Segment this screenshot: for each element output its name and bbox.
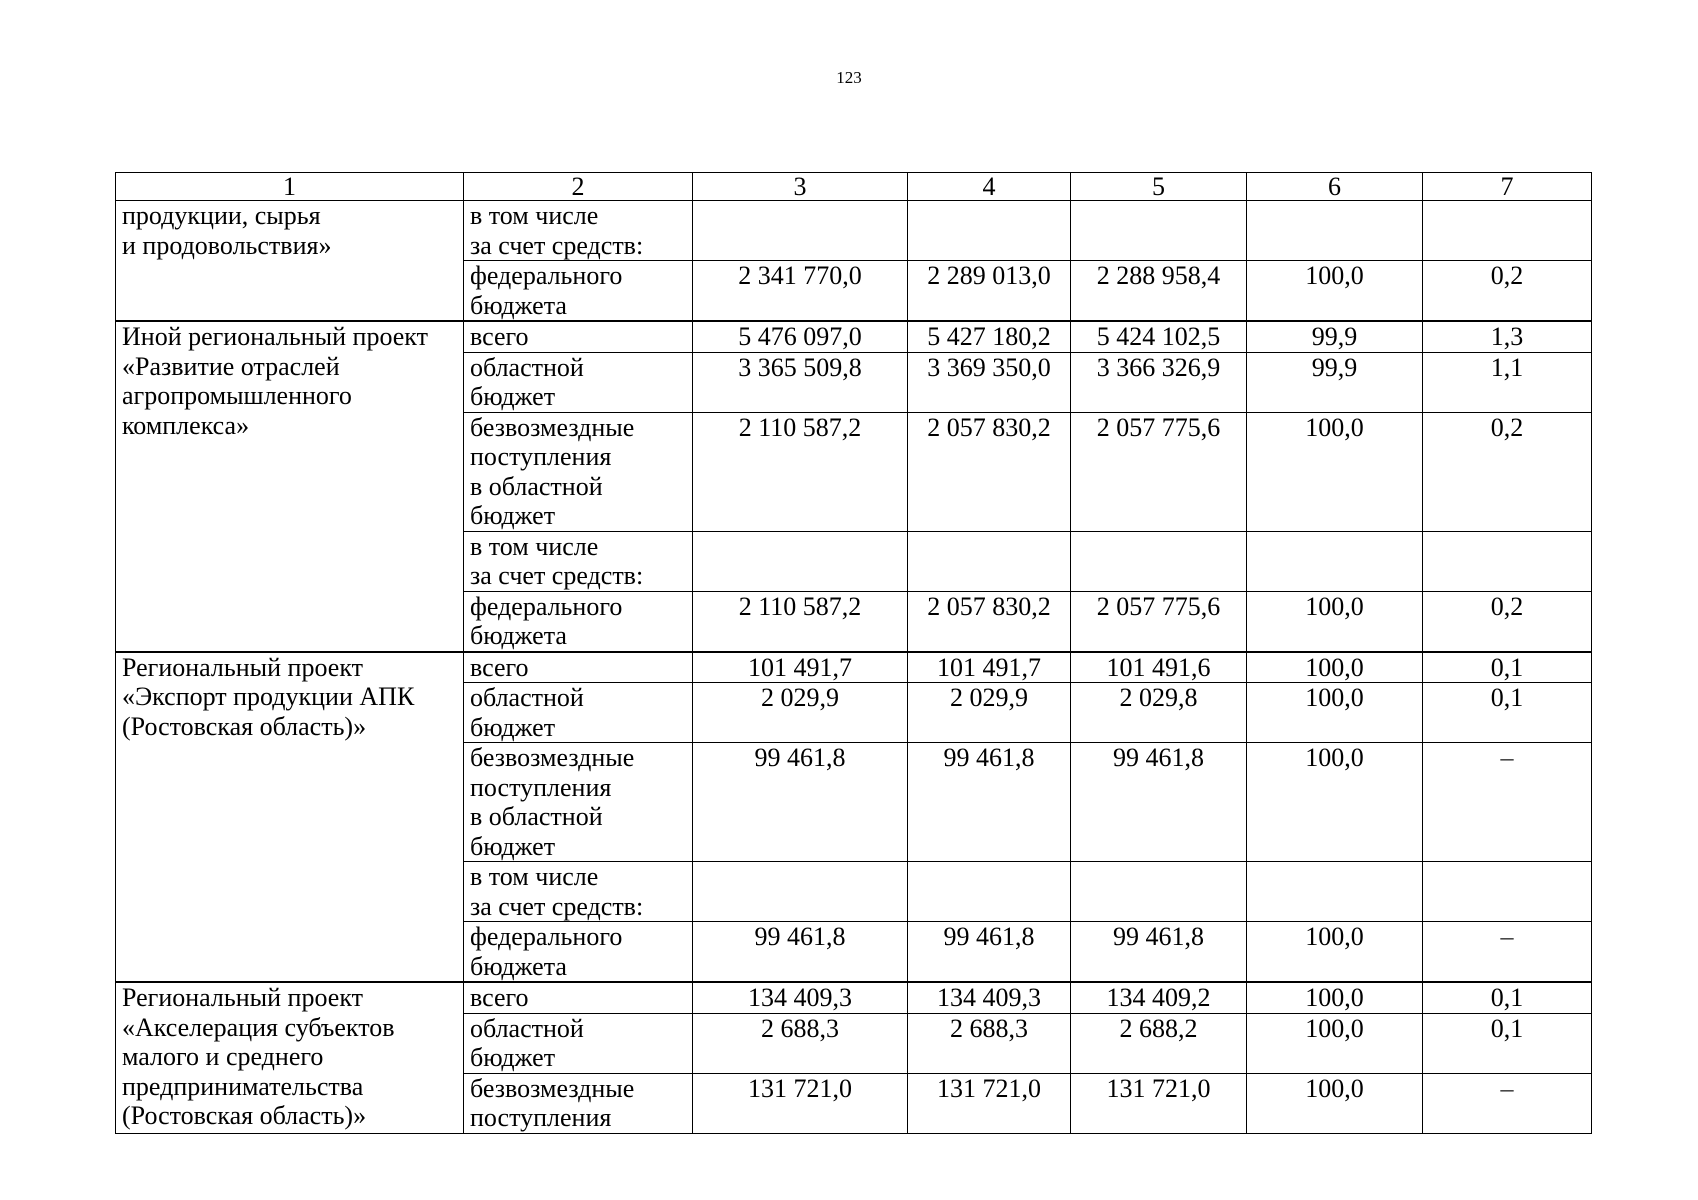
value-cell-col7: 0,1 [1423, 683, 1592, 743]
value-cell-col4: 2 057 830,2 [908, 591, 1071, 652]
value-cell-col4: 134 409,3 [908, 982, 1071, 1013]
value-cell-col4: 99 461,8 [908, 743, 1071, 862]
project-name-cell: Региональный проект «Экспорт продукции АПК (Ростовская область)» [116, 652, 464, 983]
funding-source-cell: федерального бюджета [464, 922, 693, 983]
value-cell-col5: 2 029,8 [1071, 683, 1247, 743]
value-cell-col4: 3 369 350,0 [908, 352, 1071, 412]
value-cell-col7 [1423, 201, 1592, 261]
value-cell-col5: 3 366 326,9 [1071, 352, 1247, 412]
funding-source-cell: в том числе за счет средств: [464, 862, 693, 922]
budget-table [115, 172, 1592, 1134]
value-cell-col3: 2 110 587,2 [693, 591, 908, 652]
value-cell-col6: 100,0 [1247, 683, 1423, 743]
value-cell-col5 [1071, 862, 1247, 922]
value-cell-col7: 1,1 [1423, 352, 1592, 412]
value-cell-col7: 0,2 [1423, 591, 1592, 652]
value-cell-col7: – [1423, 743, 1592, 862]
value-cell-col3: 131 721,0 [693, 1073, 908, 1133]
funding-source-cell: областной бюджет [464, 683, 693, 743]
column-header: 2 [464, 173, 693, 201]
value-cell-col6: 99,9 [1247, 321, 1423, 352]
value-cell-col4: 5 427 180,2 [908, 321, 1071, 352]
funding-source-cell: безвозмездные поступления в областной бюджет [464, 412, 693, 531]
value-cell-col3 [693, 201, 908, 261]
value-cell-col5: 134 409,2 [1071, 982, 1247, 1013]
value-cell-col4: 2 289 013,0 [908, 261, 1071, 322]
value-cell-col6: 100,0 [1247, 412, 1423, 531]
value-cell-col6: 100,0 [1247, 652, 1423, 683]
value-cell-col7: 0,2 [1423, 261, 1592, 322]
value-cell-col4 [908, 862, 1071, 922]
value-cell-col5 [1071, 201, 1247, 261]
value-cell-col6: 100,0 [1247, 261, 1423, 322]
value-cell-col6: 100,0 [1247, 922, 1423, 983]
project-name-cell: Иной региональный проект «Развитие отраслей агропромышленного комплекса» [116, 321, 464, 652]
value-cell-col4: 2 688,3 [908, 1013, 1071, 1073]
funding-source-cell: безвозмездные поступления [464, 1073, 693, 1133]
value-cell-col5: 2 688,2 [1071, 1013, 1247, 1073]
value-cell-col4: 2 057 830,2 [908, 412, 1071, 531]
project-name-cell: продукции, сырья и продовольствия» [116, 201, 464, 322]
page-number: 123 [836, 68, 862, 87]
column-header: 4 [908, 173, 1071, 201]
value-cell-col5: 5 424 102,5 [1071, 321, 1247, 352]
column-header: 1 [116, 173, 464, 201]
value-cell-col3 [693, 531, 908, 591]
table-row [116, 321, 1592, 352]
value-cell-col5: 2 057 775,6 [1071, 591, 1247, 652]
value-cell-col4: 101 491,7 [908, 652, 1071, 683]
value-cell-col3: 2 341 770,0 [693, 261, 908, 322]
value-cell-col6 [1247, 201, 1423, 261]
value-cell-col3: 101 491,7 [693, 652, 908, 683]
funding-source-cell: областной бюджет [464, 352, 693, 412]
funding-source-cell: федерального бюджета [464, 591, 693, 652]
funding-source-cell: всего [464, 982, 693, 1013]
value-cell-col6: 100,0 [1247, 1013, 1423, 1073]
value-cell-col3 [693, 862, 908, 922]
project-name-cell: Региональный проект «Акселерация субъектов малого и среднего предпринимательства (Ростовская область)» [116, 982, 464, 1133]
value-cell-col3: 134 409,3 [693, 982, 908, 1013]
funding-source-cell: в том числе за счет средств: [464, 531, 693, 591]
value-cell-col4 [908, 531, 1071, 591]
value-cell-col5: 2 288 958,4 [1071, 261, 1247, 322]
value-cell-col3: 99 461,8 [693, 743, 908, 862]
value-cell-col7: 0,1 [1423, 982, 1592, 1013]
column-header: 3 [693, 173, 908, 201]
value-cell-col7: 1,3 [1423, 321, 1592, 352]
value-cell-col3: 2 688,3 [693, 1013, 908, 1073]
value-cell-col5 [1071, 531, 1247, 591]
value-cell-col7: 0,1 [1423, 652, 1592, 683]
table-row [116, 652, 1592, 683]
value-cell-col6: 100,0 [1247, 591, 1423, 652]
funding-source-cell: безвозмездные поступления в областной бюджет [464, 743, 693, 862]
funding-source-cell: федерального бюджета [464, 261, 693, 322]
value-cell-col5: 131 721,0 [1071, 1073, 1247, 1133]
column-number-row [116, 173, 1592, 201]
funding-source-cell: всего [464, 652, 693, 683]
table-row [116, 201, 1592, 261]
column-header: 7 [1423, 173, 1592, 201]
value-cell-col7: – [1423, 1073, 1592, 1133]
value-cell-col4: 131 721,0 [908, 1073, 1071, 1133]
value-cell-col7: 0,2 [1423, 412, 1592, 531]
value-cell-col3: 3 365 509,8 [693, 352, 908, 412]
value-cell-col5: 99 461,8 [1071, 922, 1247, 983]
value-cell-col7: – [1423, 922, 1592, 983]
value-cell-col7 [1423, 862, 1592, 922]
value-cell-col7: 0,1 [1423, 1013, 1592, 1073]
funding-source-cell: в том числе за счет средств: [464, 201, 693, 261]
table-body [116, 201, 1592, 1134]
value-cell-col6: 100,0 [1247, 1073, 1423, 1133]
column-header: 5 [1071, 173, 1247, 201]
value-cell-col3: 5 476 097,0 [693, 321, 908, 352]
value-cell-col5: 99 461,8 [1071, 743, 1247, 862]
value-cell-col6: 99,9 [1247, 352, 1423, 412]
value-cell-col6: 100,0 [1247, 743, 1423, 862]
value-cell-col4: 99 461,8 [908, 922, 1071, 983]
value-cell-col3: 99 461,8 [693, 922, 908, 983]
value-cell-col4 [908, 201, 1071, 261]
column-header: 6 [1247, 173, 1423, 201]
funding-source-cell: областной бюджет [464, 1013, 693, 1073]
value-cell-col3: 2 110 587,2 [693, 412, 908, 531]
value-cell-col5: 101 491,6 [1071, 652, 1247, 683]
value-cell-col7 [1423, 531, 1592, 591]
value-cell-col3: 2 029,9 [693, 683, 908, 743]
value-cell-col6 [1247, 531, 1423, 591]
value-cell-col6: 100,0 [1247, 982, 1423, 1013]
funding-source-cell: всего [464, 321, 693, 352]
table-row [116, 982, 1592, 1013]
value-cell-col4: 2 029,9 [908, 683, 1071, 743]
value-cell-col6 [1247, 862, 1423, 922]
value-cell-col5: 2 057 775,6 [1071, 412, 1247, 531]
